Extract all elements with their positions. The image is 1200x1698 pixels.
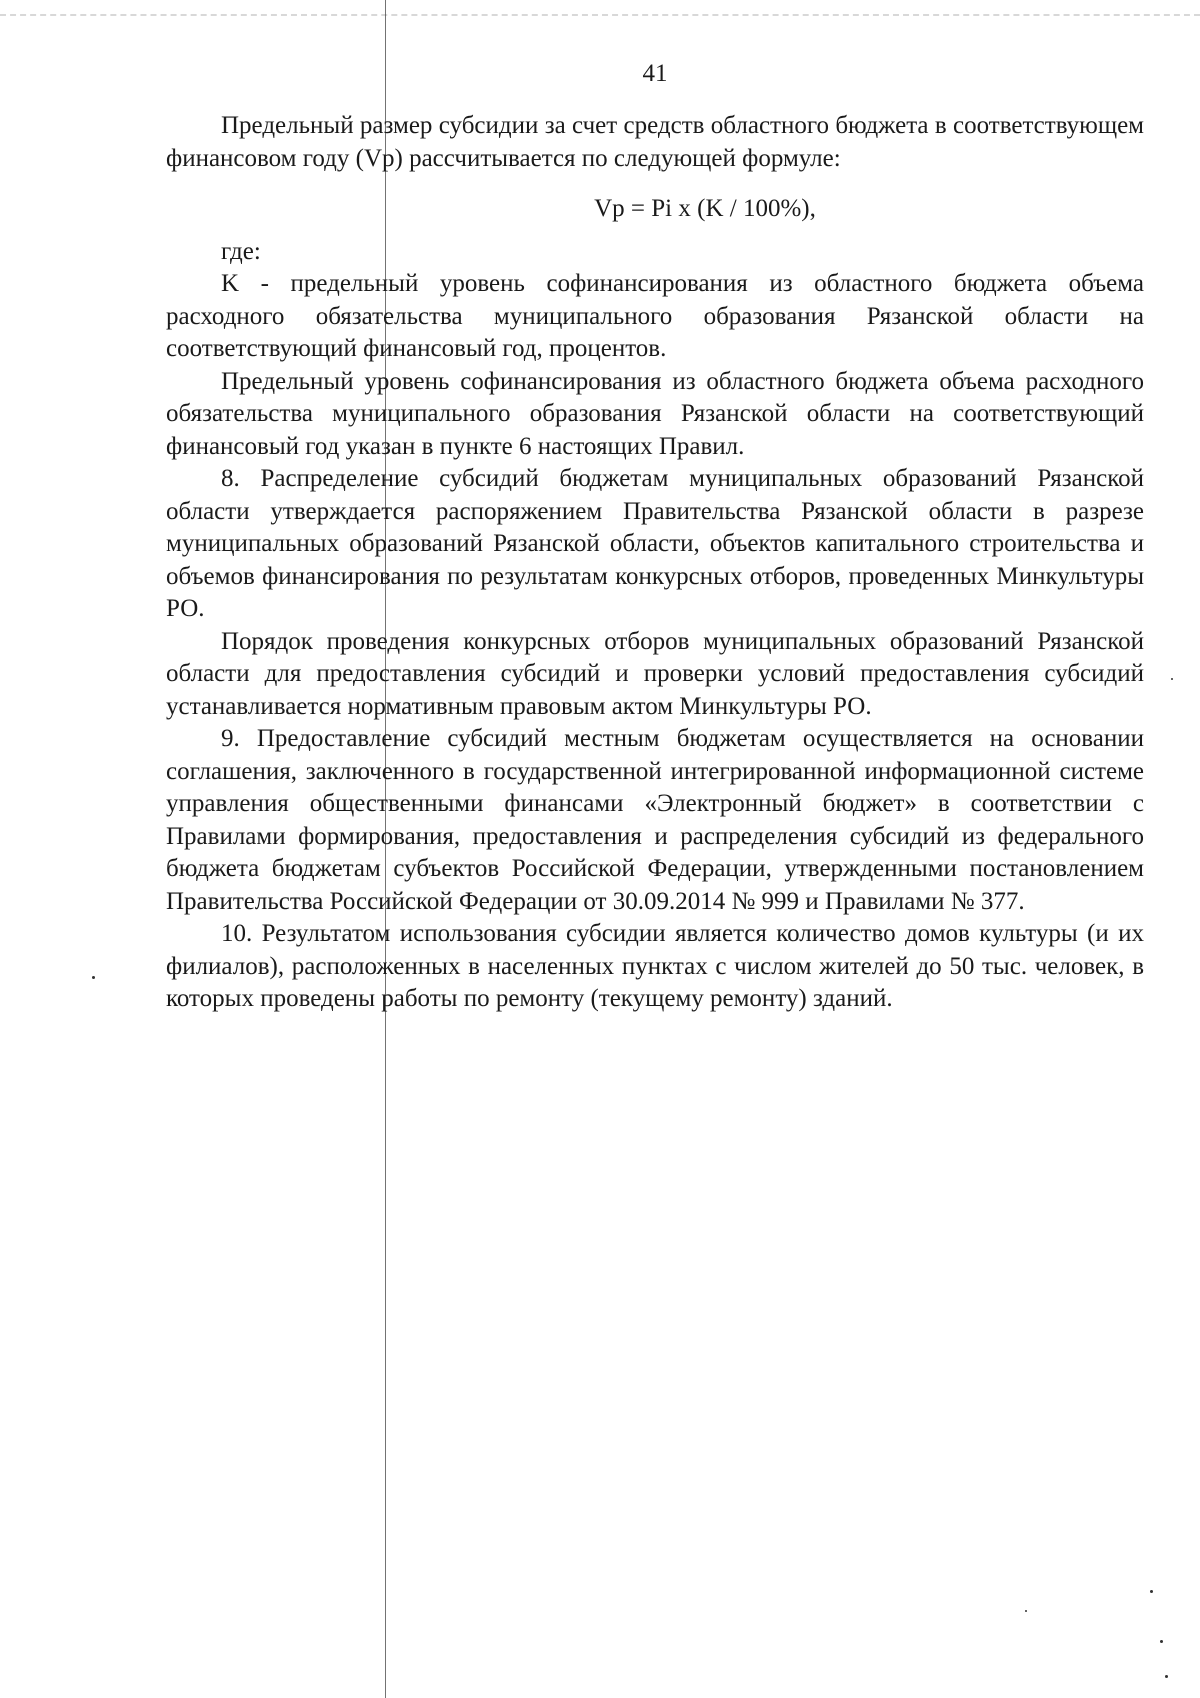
scan-speck (1165, 1675, 1168, 1678)
page-number: 41 (642, 60, 668, 87)
paragraph-cofinancing-level: Предельный уровень софинансирования из областного бюджета объема расходного обязательства муниципального образования Рязанской области на соответствующий финансовый год указан в пункте 6 настоящих Правил. (166, 367, 1144, 460)
document-body (166, 110, 1144, 1016)
scan-speck (92, 976, 95, 979)
paragraph-k-definition: K - предельный уровень софинансирования из областного бюджета объема расходного обязательства муниципального образования Рязанской области на соответствующий финансовый год, процентов. (166, 270, 1144, 362)
scan-edge-artifact (0, 14, 1200, 16)
formula: Vp = Pi x (K / 100%), (594, 195, 816, 222)
scan-speck (1150, 1590, 1153, 1593)
paragraph-item-10: 10. Результатом использования субсидии является количество домов культуры (и их филиалов), расположенных в населенных пунктах с числом жителей до 50 тыс. человек, в которых проведены работы по ремонту (текущему ремонту) зданий. (166, 920, 1144, 1012)
paragraph-max-subsidy: Предельный размер субсидии за счет средств областного бюджета в соответствующем финансовом году (Vp) рассчитывается по следующей формуле: (166, 112, 1144, 172)
formula-where-label: где: (221, 237, 261, 265)
paragraph-selection-procedure: Порядок проведения конкурсных отборов муниципальных образований Рязанской области для предоставления субсидий и проверки условий предоставления субсидий устанавливается нормативным правовым актом Минкультуры РО. (166, 627, 1144, 720)
scan-speck (1160, 1640, 1163, 1643)
paragraph-item-9: 9. Предоставление субсидий местным бюджетам осуществляется на основании соглашения, заключенного в государственной интегрированной информационной системе управления общественными финансами «Электронный бюджет» в соответствии с Правилами формирования, предоставления и распределения субсидий из федерального бюджета бюджетам субъектов Российской Федерации, утвержденными постановлением Правительства Российской Федерации от 30.09.2014 № 999 и Правилами № 377. (166, 725, 1144, 915)
scan-speck (1171, 678, 1173, 680)
scan-speck (1025, 1610, 1027, 1612)
paragraph-item-8: 8. Распределение субсидий бюджетам муниципальных образований Рязанской области утверждается распоряжением Правительства Рязанской области в разрезе муниципальных образований Рязанской области, объектов капитального строительства и объемов финансирования по результатам конкурсных отборов, проведенных Минкультуры РО. (166, 465, 1144, 622)
